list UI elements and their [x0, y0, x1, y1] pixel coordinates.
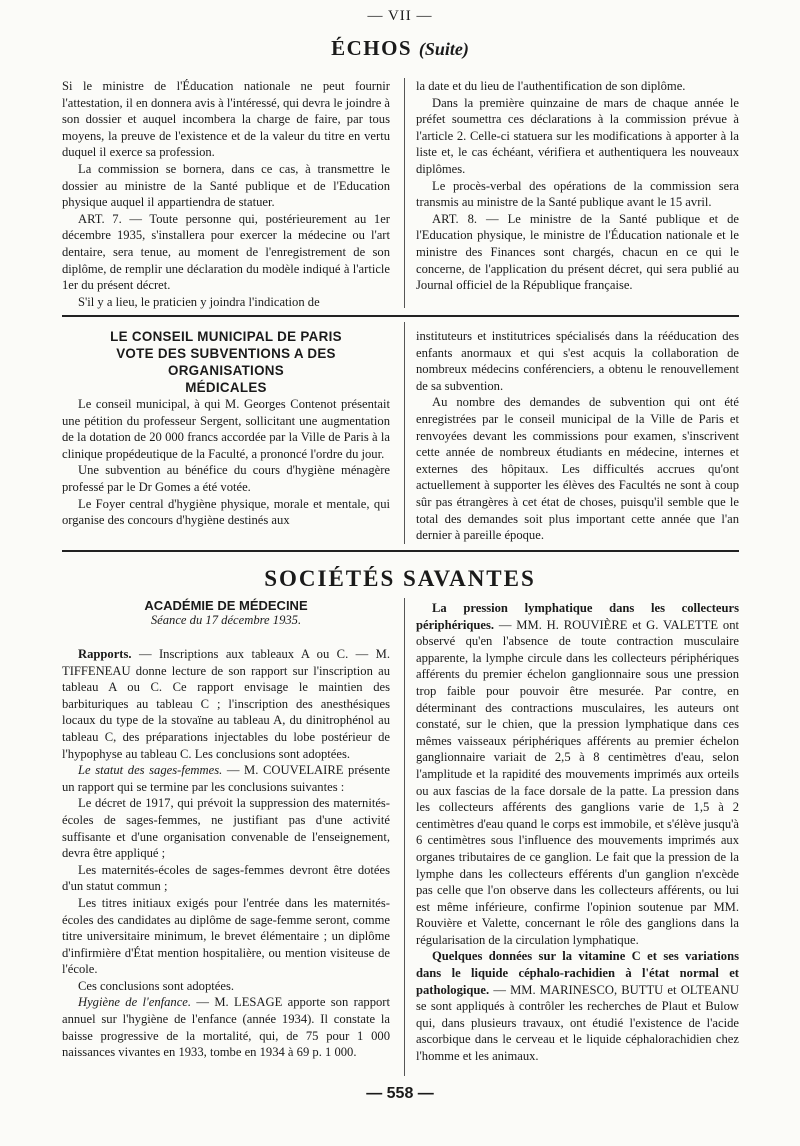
section-divider	[62, 315, 739, 317]
para-lead: Rapports.	[78, 647, 132, 661]
para-lead: Le statut des sages-femmes.	[78, 763, 223, 778]
para-text: Ces conclusions sont adoptées.	[78, 978, 235, 993]
societes-para	[416, 948, 739, 1064]
societes-right-column	[416, 600, 739, 1065]
echos-right-para: ART. 8. — Le ministre de la Santé publique et de l'Education physique, le ministre de l'Éducation nationale et le ministre des Finances sont chargés, chacun en ce qui le concerne, de l'application du présent décret, qui sera publié au Journal officiel de la République française.	[416, 211, 739, 293]
societes-para	[416, 600, 739, 948]
echos-left-column	[62, 78, 390, 310]
para-text: Les titres initiaux exigés pour l'entrée dans les maternités-écoles des candidates au diplôme de sage-femme seront, comme titre universitaire minimum, le brevet élémentaire ; un diplôme d'infirmière d'État mention hospitalière, ou mention visiteuse de l'école.	[62, 895, 390, 977]
echos-right-para: Dans la première quinzaine de mars de chaque année le préfet soumettra ces déclarations à la commission prévue à l'article 2. Celle-ci statuera sur les modifications à apporter à la liste et, le cas échéant, vérifiera et authentiquera les nouveaux diplômes.	[416, 95, 739, 176]
societes-left-column	[62, 646, 390, 1061]
para-text: — MM. MARINESCO, BUTTU et OLTEANU se sont appliqués à contrôler les recherches de Plaut et Bulow qui, dans plusieurs travaux, ont étudié l'existence de l'acide ascorbique dans le cerveau et le liquide céphalorachidien chez l'homme et les animaux.	[416, 982, 739, 1064]
conseil-title-line: MÉDICALES	[185, 380, 267, 395]
societes-para	[62, 978, 390, 995]
section-title-echos	[0, 36, 800, 61]
conseil-left-column	[62, 396, 390, 529]
conseil-title	[62, 328, 390, 396]
echos-right-para: Le procès-verbal des opérations de la commission sera transmis au ministre de la Santé publique avant le 15 avril.	[416, 178, 739, 210]
academy-heading	[62, 598, 390, 628]
section-divider	[62, 550, 739, 552]
societes-para	[62, 646, 390, 762]
echos-left-para: S'il y a lieu, le praticien y joindra l'indication de	[78, 294, 320, 309]
para-lead: Hygiène de l'enfance.	[78, 995, 192, 1010]
conseil-right-column	[416, 328, 739, 544]
section-title-text: ÉCHOS	[331, 36, 413, 60]
societes-para	[62, 762, 390, 795]
echos-left-para: La commission se bornera, dans ce cas, à transmettre le dossier au ministre de la Santé publique et de l'Education physique auquel il appartiendra de statuer.	[62, 161, 390, 210]
societes-title: SOCIÉTÉS SAVANTES	[264, 566, 536, 591]
societes-para	[62, 795, 390, 861]
para-text: — Inscriptions aux tableaux A ou C. — M. TIFFENEAU donne lecture de son rapport sur l'inscription au tableau A ou C. Ce rapport envisage le maintien des barbituriques au tableau C ; l'inscription des anesthésiques locaux du type de la stovaïne au tableau A, du dinitrophénol au tableau C, des préparations injectables du lobe postérieur de l'hypophyse au tableau C. Les conclusions sont adoptées.	[62, 647, 390, 761]
column-divider	[404, 598, 405, 1076]
societes-para	[62, 895, 390, 978]
para-lead: Quelques données sur la vitamine C et ses variations dans le liquide céphalo-rachidien à l'état normal et pathologique.	[416, 949, 739, 997]
conseil-left-para: Le Foyer central d'hygiène physique, morale et mentale, qui organise des concours d'hygiène destinés aux	[62, 496, 390, 528]
conseil-right-para: Au nombre des demandes de subvention qui ont été enregistrées par le conseil municipal de la Ville de Paris et renvoyées devant les commissions pour examen, s'inscrivent cette année de nombreux étudiants en médecine, internes et externes des hôpitaux. Les difficultés accrues qu'ont actuellement à supporter les élèves des Facultés ne sont à coup sûr pas étrangères à cet état de choses, puisqu'il semble que le total des demandes soit plus important cette année que l'an dernier à pareille époque.	[416, 395, 739, 543]
echos-right-column	[416, 78, 739, 294]
para-text: — M. LESAGE apporte son rapport annuel sur l'hygiène de l'enfance (année 1934). Il constate la baisse progressive de la mortalité, qui, de 75 pour 1 000 naissances vivantes en 1933, tombe en 1934 à 69 p. 1 000.	[62, 995, 390, 1060]
seance-date: Séance du 17 décembre 1935.	[150, 613, 302, 627]
academy-name: ACADÉMIE DE MÉDECINE	[144, 598, 308, 613]
conseil-title-line: VOTE DES SUBVENTIONS A DES ORGANISATIONS	[116, 346, 336, 378]
para-text: Le décret de 1917, qui prévoit la suppression des maternités-écoles de sages-femmes, ne justifiant pas d'une activité suffisante et d'une organisation convenable de l'enseignement, devra être appliqué ;	[62, 796, 390, 861]
page-number: — 558 —	[366, 1085, 434, 1102]
para-text: — M. COUVELAIRE présente un rapport qui se termine par les conclusions suivantes :	[62, 763, 390, 794]
conseil-right-para: instituteurs et institutrices spécialisés dans la rééducation des enfants anormaux et qui s'est acquis la collaboration de nombreux médecins conférenciers, a obtenu le renouvellement de sa subvention.	[416, 329, 739, 393]
echos-left-para: ART. 7. — Toute personne qui, postérieurement au 1er décembre 1935, s'installera pour exercer la médecine ou l'art dentaire, sera tenue, au moment de l'enregistrement de son diplôme, de remplir une déclaration du modèle indiqué à l'article 1er du présent décret.	[62, 211, 390, 293]
section-title-suffix: (Suite)	[418, 39, 469, 59]
conseil-title-line: LE CONSEIL MUNICIPAL DE PARIS	[110, 329, 342, 344]
para-text: Les maternités-écoles de sages-femmes devront être dotées d'un statut commun ;	[62, 862, 390, 894]
para-lead: La pression lymphatique dans les collecteurs périphériques.	[416, 601, 739, 632]
para-text: — MM. H. ROUVIÈRE et G. VALETTE ont observé qu'en l'absence de toute contraction musculaire apparente, la lymphe circule dans les collecteurs périphériques afférents du premier échelon ganglionnaire sous une pression trop faible pour pouvoir être mesurée. Par contre, en déterminant des contractions musculaires, les auteurs ont constaté, sur le chien, que la pression lymphatique dans ces mêmes vaisseaux périphériques afférents au premier échelon ganglionnaire variait de 2,5 à 8 centimètres d'eau, selon l'amplitude et la rapidité des mouvements imprimés aux orteils ou aux fascias de la face dorsale de la patte. La pression dans les collecteurs afférents des ganglions varie de 1,5 à 2 centimètres d'eau quand le corps est immobile, et s'élève jusqu'à 6 centimètres sous l'influence des mouvements imprimés aux organes tributaires de ce ganglion. Le fait que la pression de la lymphe dans les collecteurs efférents d'un ganglion n'excède pas celle que l'on observe dans les collecteurs afférents, ou lui est même inférieure, confirme l'opinion soutenue par MM. Rouvière et Valette, concernant le rôle des ganglions dans la régularisation de la circulation lymphatique.	[416, 617, 739, 947]
echos-right-para: la date et du lieu de l'authentification de son diplôme.	[416, 79, 686, 93]
conseil-left-para: Une subvention au bénéfice du cours d'hygiène ménagère professé par le Dr Gomes a été votée.	[62, 463, 390, 494]
column-divider	[404, 78, 405, 308]
societes-para	[62, 862, 390, 895]
page-header-roman: — VII —	[367, 8, 433, 24]
societes-para	[62, 994, 390, 1060]
conseil-left-para: Le conseil municipal, à qui M. Georges Contenot présentait une pétition du professeur Sergent, sollicitant une augmentation de la dotation de 20 000 francs accordée par la Ville de Paris à la clinique propédeutique de la Faculté, a prononcé l'ordre du jour.	[62, 397, 390, 461]
echos-left-para: Si le ministre de l'Éducation nationale ne peut fournir l'attestation, il en donnera avis à l'intéressé, qui devra le joindre à son dossier et auquel incombera la charge de faire, par tous moyens, la preuve de l'existence et de la valeur du titre en vertu duquel il exerce sa profession.	[62, 79, 391, 160]
column-divider	[404, 322, 405, 544]
